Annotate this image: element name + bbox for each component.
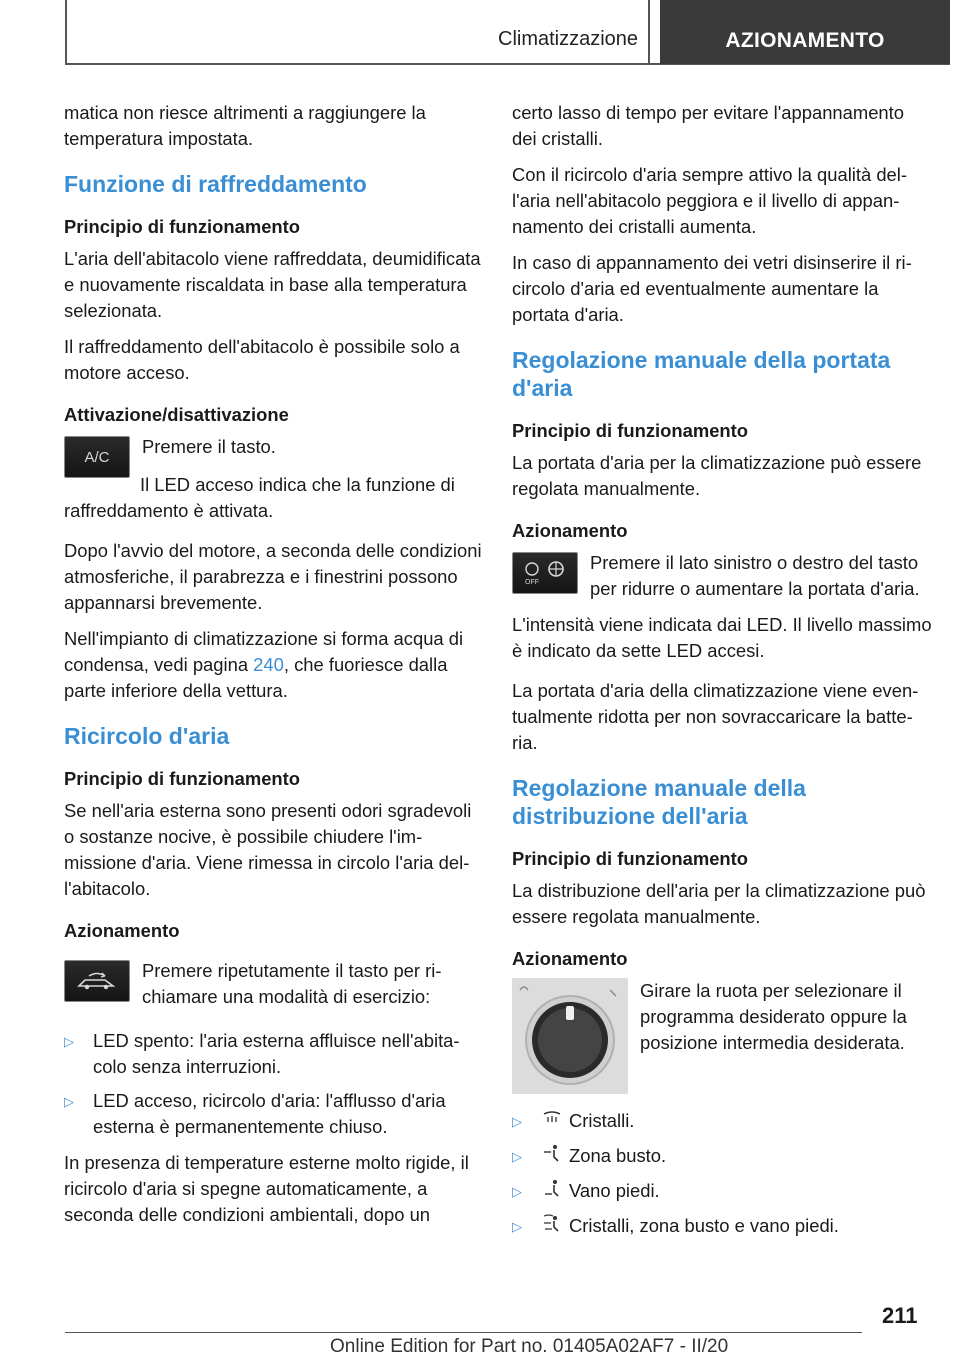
paragraph: Premere il tasto. <box>142 436 276 457</box>
fan-button-icon <box>512 552 578 594</box>
subheading-operation: Azionamento <box>512 520 628 541</box>
list-item-text: Zona busto. <box>569 1145 667 1166</box>
list-item <box>512 1213 932 1240</box>
heading-recirculation: Ricircolo d'aria <box>64 723 230 749</box>
left-column <box>64 100 484 1238</box>
recirculation-button-icon <box>64 960 130 1002</box>
paragraph: La distribuzione dell'aria per la climatizzazione può essere regolata manualmente. <box>512 880 926 927</box>
paragraph-part: , che fuoriesce dalla parte inferiore della vettura. <box>64 654 448 701</box>
paragraph <box>64 626 484 704</box>
paragraph: L'intensità viene indicata dai LED. Il livello massimo è indicato da sette LED accesi. <box>512 614 932 661</box>
subheading-principle: Principio di funzionamento <box>64 768 301 789</box>
list-item-text: Cristalli. <box>569 1110 635 1131</box>
paragraph: La portata d'aria della climatizzazione viene eventualmente ridotta per non sovraccaricare la batteria. <box>512 680 919 753</box>
list-item-text: Cristalli, zona busto e vano piedi. <box>569 1215 839 1236</box>
section-title: Climatizzazione <box>498 28 639 50</box>
all-zones-icon <box>541 1213 563 1233</box>
paragraph: Dopo l'avvio del motore, a seconda delle condizioni atmosferiche, il parabrezza e i finestrini possono appannarsi brevemente. <box>64 540 482 613</box>
paragraph: La portata d'aria per la climatizzazione può essere regolata manualmente. <box>512 452 922 499</box>
recirc-mode-list <box>64 1028 484 1140</box>
list-item <box>512 1178 932 1205</box>
list-item <box>64 1028 484 1080</box>
fan-off-label: OFF <box>525 579 539 586</box>
paragraph: Il LED acceso indica che la funzione di raffreddamento è attivata. <box>64 474 455 521</box>
paragraph: Premere ripetutamente il tasto per richiamare una modalità di esercizio: <box>142 960 442 1007</box>
paragraph: Con il ricircolo d'aria sempre attivo la qualità dell'aria nell'abitacolo peggiora e il livello di appannamento dei cristalli aumenta. <box>512 164 907 237</box>
subheading-operation: Azionamento <box>512 948 628 969</box>
subheading-principle: Principio di funzionamento <box>64 216 301 237</box>
list-item <box>512 1108 932 1135</box>
chapter-tab <box>660 0 950 64</box>
paragraph-part: Nell'impianto di climatizzazione si forma acqua di condensa, vedi pagina <box>64 628 464 675</box>
page-link[interactable]: 240 <box>253 654 284 675</box>
page-number: 211 <box>882 1303 918 1328</box>
windshield-icon <box>541 1108 563 1128</box>
triangle-bullet-icon: ▷ <box>512 1184 522 1199</box>
paragraph: Premere il lato sinistro o destro del tasto per ridurre o aumentare la portata d'aria. <box>590 552 920 599</box>
subheading-activation: Attivazione/disattivazione <box>64 404 289 425</box>
subheading-principle: Principio di funzionamento <box>512 848 749 869</box>
paragraph: L'aria dell'abitacolo viene raffreddata, deumidificata e nuovamente riscaldata in base alla temperatura selezionata. <box>64 248 481 321</box>
triangle-bullet-icon: ▷ <box>64 1094 74 1109</box>
list-item <box>512 1143 932 1170</box>
footwell-icon <box>541 1178 563 1198</box>
list-item-text: Vano piedi. <box>569 1180 660 1201</box>
heading-air-distribution: Regolazione manuale della distribuzione dell'aria <box>512 775 806 829</box>
list-item <box>64 1088 484 1140</box>
upper-body-icon <box>541 1143 563 1163</box>
distribution-knob-image <box>512 978 628 1094</box>
paragraph: In presenza di temperature esterne molto rigide, il ricircolo d'aria si spegne automaticamente, a seconda delle condizioni ambientali, dopo un <box>64 1152 469 1225</box>
paragraph: In caso di appannamento dei vetri disinserire il ricircolo d'aria ed eventualmente aumentare la portata d'aria. <box>512 252 912 325</box>
edition-note: Online Edition for Part no. 01405A02AF7 - II/20 <box>330 1336 729 1357</box>
triangle-bullet-icon: ▷ <box>64 1034 74 1049</box>
triangle-bullet-icon: ▷ <box>512 1149 522 1164</box>
subheading-operation: Azionamento <box>64 920 180 941</box>
heading-air-flow: Regolazione manuale della portata d'aria <box>512 347 891 401</box>
list-item-text: LED spento: l'aria esterna affluisce nell'abitacolo senza interruzioni. <box>93 1030 460 1077</box>
triangle-bullet-icon: ▷ <box>512 1219 522 1234</box>
fan-instruction <box>512 550 932 612</box>
rotary-knob-icon <box>512 978 628 1094</box>
header-left-rule <box>65 0 67 64</box>
ac-button-icon <box>64 436 130 478</box>
ac-button-label: A/C <box>84 448 110 466</box>
chapter-title: AZIONAMENTO <box>725 29 885 52</box>
paragraph: Il raffreddamento dell'abitacolo è possibile solo a motore acceso. <box>64 336 460 383</box>
heading-cooling: Funzione di raffreddamento <box>64 171 367 197</box>
recirc-instruction <box>64 958 484 1020</box>
distribution-mode-list <box>512 1108 932 1240</box>
footer-rule <box>65 1332 862 1333</box>
header-mid-rule <box>648 0 650 64</box>
car-recirculation-icon <box>75 969 119 993</box>
paragraph: matica non riesce altrimenti a raggiungere la temperatura impostata. <box>64 102 426 149</box>
paragraph: Se nell'aria esterna sono presenti odori sgradevoli o sostanze nocive, è possibile chiudere l'immissione d'aria. Viene rimessa in circolo l'aria dell'abitacolo. <box>64 800 472 899</box>
distribution-instruction <box>512 978 932 1094</box>
right-column <box>512 100 932 1250</box>
paragraph: certo lasso di tempo per evitare l'appannamento dei cristalli. <box>512 102 904 149</box>
subheading-principle: Principio di funzionamento <box>512 420 749 441</box>
paragraph: Girare la ruota per selezionare il programma desiderato oppure la posizione intermedia desiderata. <box>640 980 907 1053</box>
ac-instruction-text <box>142 434 276 470</box>
list-item-text: LED acceso, ricircolo d'aria: l'afflusso d'aria esterna è permanentemente chiuso. <box>93 1090 446 1137</box>
triangle-bullet-icon: ▷ <box>512 1114 522 1129</box>
fan-icon <box>522 560 568 578</box>
